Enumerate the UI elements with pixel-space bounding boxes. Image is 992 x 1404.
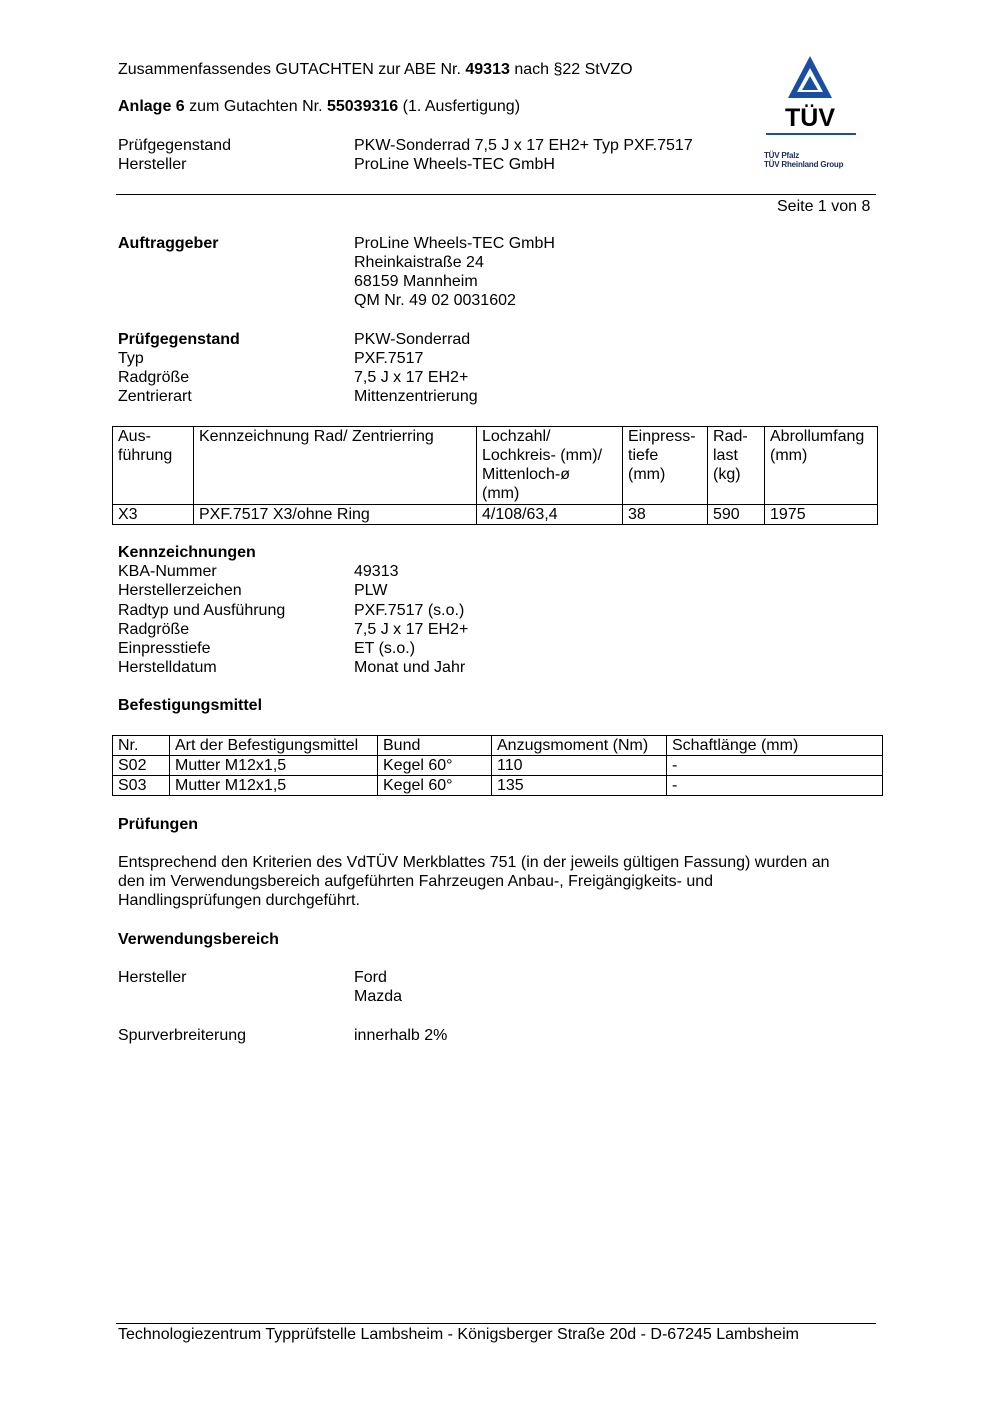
- table-row: [113, 505, 878, 525]
- table-cell: S03: [113, 776, 170, 796]
- report-number: 55039316: [326, 98, 399, 115]
- wheel-variant-table: [112, 426, 878, 525]
- table-header-cell: Nr.: [113, 736, 170, 756]
- table-header-cell: Kennzeichnung Rad/ Zentrierring: [194, 427, 477, 505]
- table-cell: 4/108/63,4: [477, 505, 623, 525]
- table-cell: PXF.7517 X3/ohne Ring: [194, 505, 477, 525]
- tuv-logo-sub1: TÜV Pfalz: [764, 151, 800, 160]
- abe-number: 49313: [465, 61, 510, 78]
- annex-line: [118, 97, 520, 116]
- table-header-cell: Bund: [378, 736, 492, 756]
- table-header-cell: Lochzahl/ Lochkreis- (mm)/ Mittenloch-ø (mm): [477, 427, 623, 505]
- subject-label: Prüfgegenstand: [118, 331, 240, 348]
- table-cell: 590: [708, 505, 765, 525]
- table-cell: 135: [492, 776, 667, 796]
- tuv-logo-subtitle: [764, 151, 843, 169]
- marking-value: Monat und Jahr: [354, 659, 466, 676]
- table-header-cell: Anzugsmoment (Nm): [492, 736, 667, 756]
- header-subject-value: PKW-Sonderrad 7,5 J x 17 EH2+ Typ PXF.7517: [354, 137, 693, 154]
- tuv-logo-sub2: TÜV Rheinland Group: [764, 160, 844, 169]
- subject-row-value: 7,5 J x 17 EH2+: [354, 369, 469, 386]
- marking-key: Herstelldatum: [118, 659, 217, 676]
- table-header-cell: Schaftlänge (mm): [667, 736, 883, 756]
- table-cell: Kegel 60°: [378, 776, 492, 796]
- subject-row-key: Typ: [118, 350, 144, 367]
- table-cell: 1975: [765, 505, 878, 525]
- scope-title: Verwendungsbereich: [118, 931, 279, 948]
- subject-row-value: Mittenzentrierung: [354, 388, 478, 405]
- scope-manufacturer: Ford: [354, 969, 387, 986]
- table-header-cell: Abrollumfang (mm): [765, 427, 878, 505]
- header-manufacturer-label: Hersteller: [118, 156, 187, 173]
- table-header-cell: Art der Befestigungsmittel: [170, 736, 378, 756]
- table-header-row: [113, 736, 883, 756]
- table-row: [113, 776, 883, 796]
- page-indicator: Seite 1 von 8: [777, 198, 871, 215]
- marking-value: PXF.7517 (s.o.): [354, 602, 465, 619]
- report-title: [118, 60, 633, 79]
- tests-paragraph-line: den im Verwendungsbereich aufgeführten Fahrzeugen Anbau-, Freigängigkeits- und: [118, 873, 714, 890]
- table-cell: 38: [623, 505, 708, 525]
- subject-value: PKW-Sonderrad: [354, 331, 471, 348]
- marking-key: Herstellerzeichen: [118, 582, 242, 599]
- subject-row-key: Zentrierart: [118, 388, 192, 405]
- subject-row-value: PXF.7517: [354, 350, 424, 367]
- fasteners-title: Befestigungsmittel: [118, 697, 263, 714]
- table-row: [113, 756, 883, 776]
- client-line: ProLine Wheels-TEC GmbH: [354, 235, 555, 252]
- track-widening-label: Spurverbreiterung: [118, 1027, 247, 1044]
- title-prefix: Zusammenfassendes GUTACHTEN zur ABE Nr.: [118, 61, 461, 78]
- header-manufacturer-value: ProLine Wheels-TEC GmbH: [354, 156, 555, 173]
- table-header-cell: Aus- führung: [113, 427, 194, 505]
- table-cell: Kegel 60°: [378, 756, 492, 776]
- tests-title: Prüfungen: [118, 816, 198, 833]
- footer-address: Technologiezentrum Typprüfstelle Lambsheim - Königsberger Straße 20d - D-67245 Lambsheim: [118, 1326, 799, 1343]
- marking-key: KBA-Nummer: [118, 563, 217, 580]
- markings-title: Kennzeichnungen: [118, 544, 256, 561]
- client-label: Auftraggeber: [118, 235, 219, 252]
- table-cell: Mutter M12x1,5: [170, 756, 378, 776]
- marking-value: 49313: [354, 563, 399, 580]
- client-line: QM Nr. 49 02 0031602: [354, 292, 516, 309]
- table-header-row: [113, 427, 878, 505]
- table-header-cell: Rad- last (kg): [708, 427, 765, 505]
- table-cell: 110: [492, 756, 667, 776]
- subject-row-key: Radgröße: [118, 369, 190, 386]
- header-subject-label: Prüfgegenstand: [118, 137, 231, 154]
- title-suffix: nach §22 StVZO: [514, 61, 633, 78]
- marking-value: 7,5 J x 17 EH2+: [354, 621, 469, 638]
- client-line: 68159 Mannheim: [354, 273, 478, 290]
- footer-divider: [116, 1323, 876, 1324]
- annex-prefix: zum Gutachten Nr.: [189, 98, 323, 115]
- tests-paragraph-line: Entsprechend den Kriterien des VdTÜV Merkblattes 751 (in der jeweils gültigen Fassung) wurden an: [118, 854, 830, 871]
- header-divider: [116, 194, 876, 195]
- table-cell: Mutter M12x1,5: [170, 776, 378, 796]
- annex-label: Anlage 6: [118, 98, 185, 115]
- marking-key: Radtyp und Ausführung: [118, 602, 286, 619]
- table-cell: -: [667, 776, 883, 796]
- annex-suffix: (1. Ausfertigung): [402, 98, 521, 115]
- tuv-triangle-icon: [760, 54, 860, 149]
- scope-manufacturer-label: Hersteller: [118, 969, 187, 986]
- table-header-cell: Einpress- tiefe (mm): [623, 427, 708, 505]
- table-cell: X3: [113, 505, 194, 525]
- table-cell: S02: [113, 756, 170, 776]
- tests-paragraph-line: Handlingsprüfungen durchgeführt.: [118, 892, 360, 909]
- marking-key: Radgröße: [118, 621, 190, 638]
- tuv-logo-word: TÜV: [785, 104, 835, 132]
- marking-key: Einpresstiefe: [118, 640, 211, 657]
- fasteners-table: [112, 735, 883, 796]
- table-cell: -: [667, 756, 883, 776]
- track-widening-value: innerhalb 2%: [354, 1027, 448, 1044]
- scope-manufacturer: Mazda: [354, 988, 403, 1005]
- marking-value: ET (s.o.): [354, 640, 416, 657]
- client-line: Rheinkaistraße 24: [354, 254, 484, 271]
- marking-value: PLW: [354, 582, 388, 599]
